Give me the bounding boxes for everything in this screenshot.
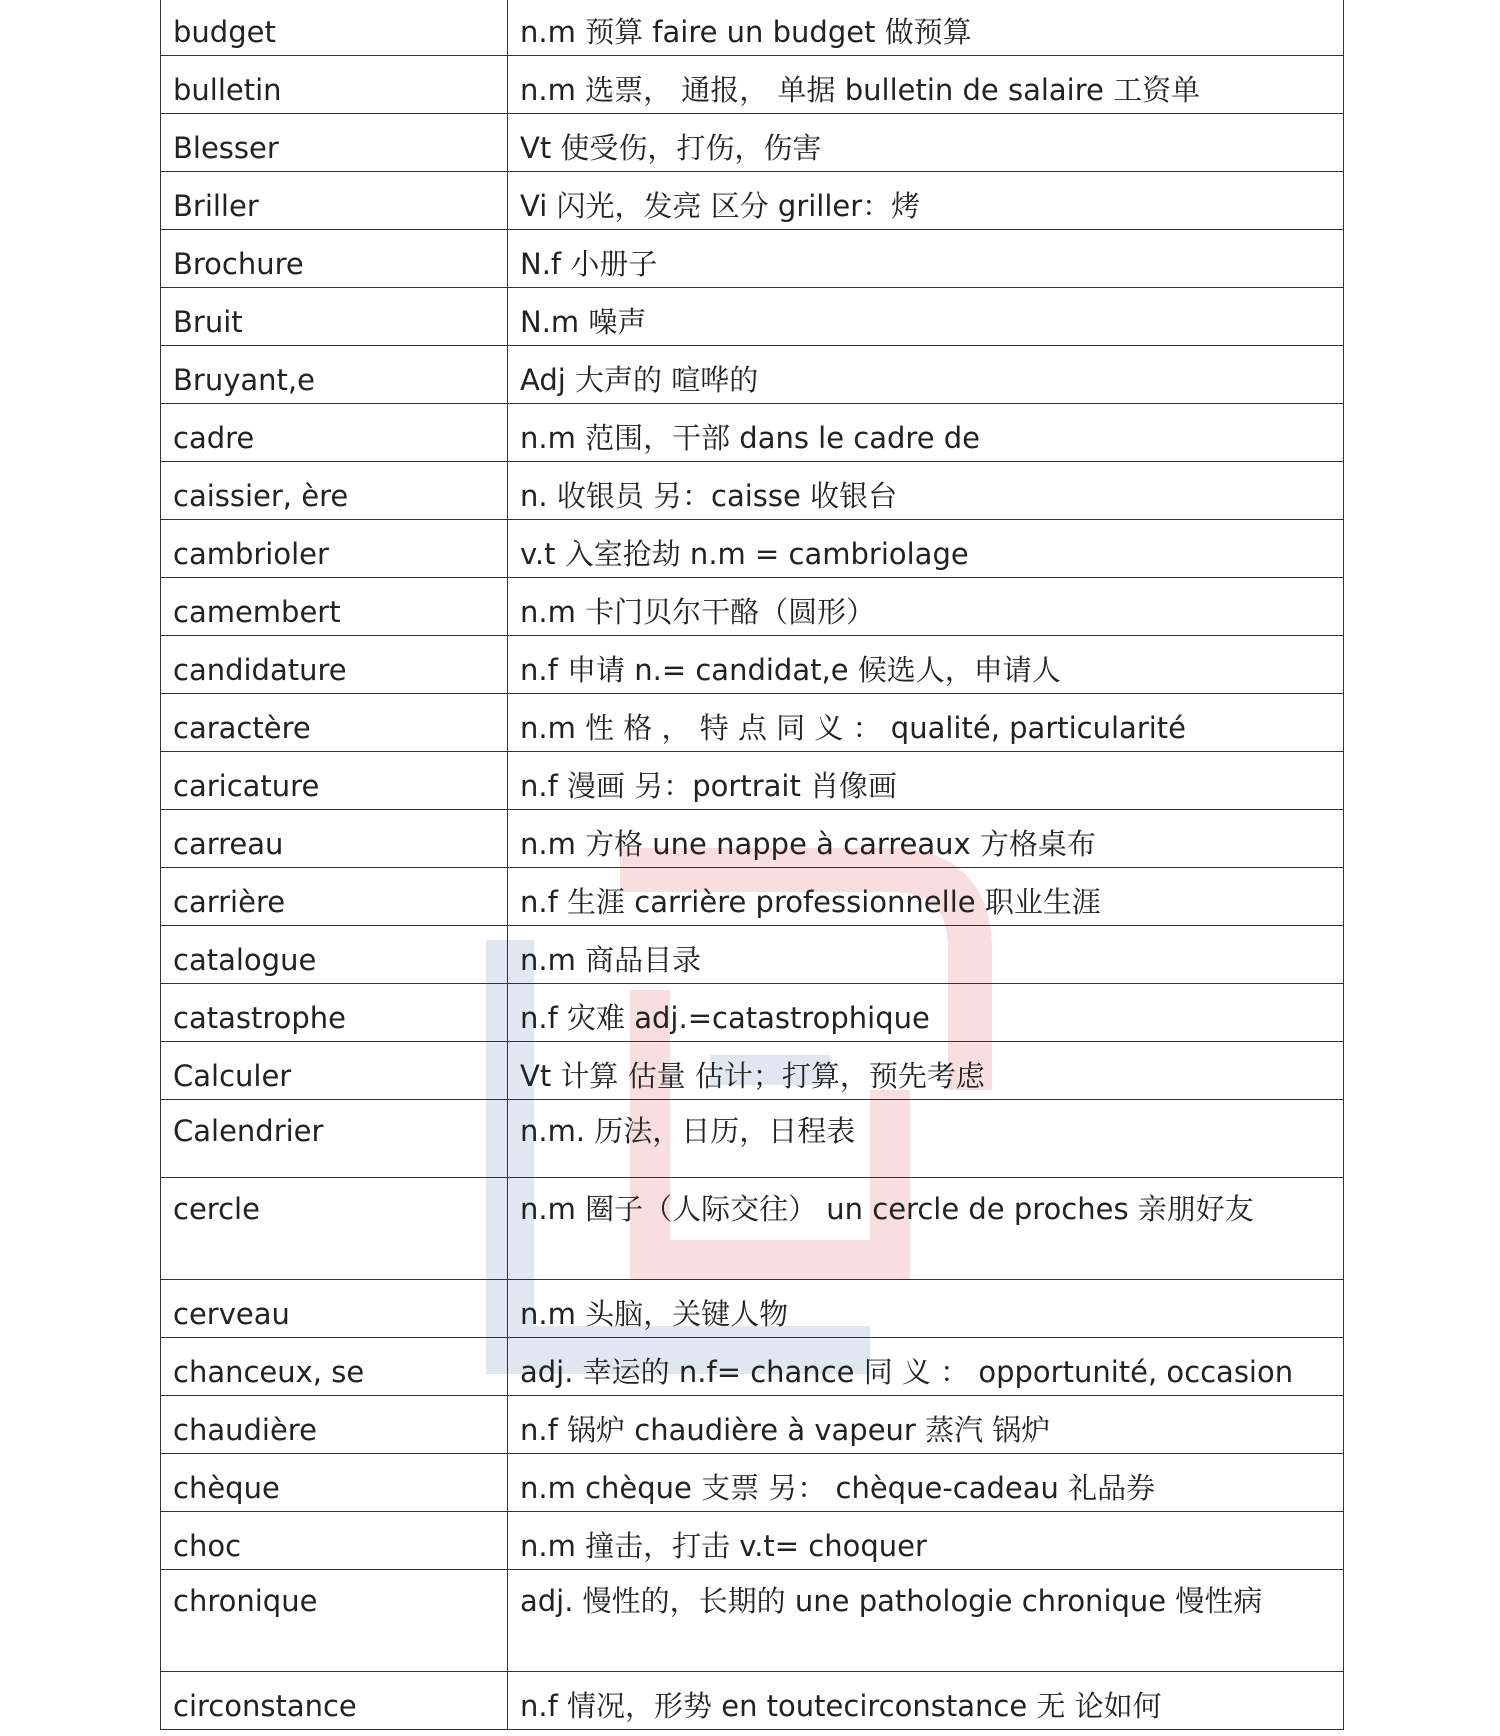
word-cell: choc <box>161 1511 508 1569</box>
word-cell: catastrophe <box>161 983 508 1041</box>
definition-cell: n.m 预算 faire un budget 做预算 <box>508 0 1344 55</box>
table-row <box>161 1395 1344 1453</box>
word-cell: chronique <box>161 1569 508 1671</box>
table-row <box>161 1569 1344 1671</box>
table-row <box>161 229 1344 287</box>
definition-cell: n.f 漫画 另：portrait 肖像画 <box>508 751 1344 809</box>
table-row <box>161 1453 1344 1511</box>
word-cell: cercle <box>161 1177 508 1279</box>
word-cell: chaudière <box>161 1395 508 1453</box>
definition-cell: Vi 闪光，发亮 区分 griller：烤 <box>508 171 1344 229</box>
table-row <box>161 403 1344 461</box>
word-cell: bulletin <box>161 55 508 113</box>
word-cell: caractère <box>161 693 508 751</box>
definition-cell: Vt 使受伤，打伤，伤害 <box>508 113 1344 171</box>
table-row <box>161 55 1344 113</box>
table-row <box>161 577 1344 635</box>
word-cell: caissier, ère <box>161 461 508 519</box>
definition-cell: n.m 性 格 ， 特 点 同 义 ： qualité, particularité <box>508 693 1344 751</box>
definition-cell: adj. 慢性的，长期的 une pathologie chronique 慢性病 <box>508 1569 1344 1671</box>
definition-cell: n. 收银员 另：caisse 收银台 <box>508 461 1344 519</box>
table-row <box>161 693 1344 751</box>
definition-cell: Vt 计算 估量 估计；打算，预先考虑 <box>508 1041 1344 1099</box>
table-row <box>161 809 1344 867</box>
word-cell: chanceux, se <box>161 1337 508 1395</box>
table-row <box>161 171 1344 229</box>
definition-cell: n.f 锅炉 chaudière à vapeur 蒸汽 锅炉 <box>508 1395 1344 1453</box>
table-row <box>161 867 1344 925</box>
word-cell: cerveau <box>161 1279 508 1337</box>
table-row <box>161 1279 1344 1337</box>
definition-cell: n.m 方格 une nappe à carreaux 方格桌布 <box>508 809 1344 867</box>
definition-cell: adj. 幸运的 n.f= chance 同 义 ： opportunité, occasion <box>508 1337 1344 1395</box>
word-cell: Briller <box>161 171 508 229</box>
word-cell: Bruyant,e <box>161 345 508 403</box>
table-row <box>161 925 1344 983</box>
word-cell: carreau <box>161 809 508 867</box>
table-row <box>161 287 1344 345</box>
table-row <box>161 983 1344 1041</box>
definition-cell: N.f 小册子 <box>508 229 1344 287</box>
word-cell: catalogue <box>161 925 508 983</box>
table-row <box>161 1099 1344 1177</box>
word-cell: chèque <box>161 1453 508 1511</box>
definition-cell: n.m 范围，干部 dans le cadre de <box>508 403 1344 461</box>
table-row <box>161 1041 1344 1099</box>
word-cell: Brochure <box>161 229 508 287</box>
word-cell: circonstance <box>161 1671 508 1729</box>
word-cell: cadre <box>161 403 508 461</box>
vocabulary-table <box>160 0 1344 1730</box>
word-cell: carrière <box>161 867 508 925</box>
definition-cell: n.m 圈子（人际交往） un cercle de proches 亲朋好友 <box>508 1177 1344 1279</box>
definition-cell: n.f 申请 n.= candidat,e 候选人，申请人 <box>508 635 1344 693</box>
word-cell: cambrioler <box>161 519 508 577</box>
table-row <box>161 751 1344 809</box>
table-row <box>161 113 1344 171</box>
definition-cell: n.f 情况，形势 en toutecirconstance 无 论如何 <box>508 1671 1344 1729</box>
table-row <box>161 635 1344 693</box>
definition-cell: n.m 选票， 通报， 单据 bulletin de salaire 工资单 <box>508 55 1344 113</box>
table-row <box>161 1671 1344 1729</box>
word-cell: budget <box>161 0 508 55</box>
word-cell: camembert <box>161 577 508 635</box>
definition-cell: v.t 入室抢劫 n.m = cambriolage <box>508 519 1344 577</box>
definition-cell: n.f 生涯 carrière professionnelle 职业生涯 <box>508 867 1344 925</box>
definition-cell: n.m chèque 支票 另： chèque-cadeau 礼品券 <box>508 1453 1344 1511</box>
table-row <box>161 1511 1344 1569</box>
table-row <box>161 345 1344 403</box>
definition-cell: N.m 噪声 <box>508 287 1344 345</box>
word-cell: Calendrier <box>161 1099 508 1177</box>
table-row <box>161 519 1344 577</box>
definition-cell: n.f 灾难 adj.=catastrophique <box>508 983 1344 1041</box>
table-row <box>161 461 1344 519</box>
table-row <box>161 1177 1344 1279</box>
word-cell: Blesser <box>161 113 508 171</box>
table-row <box>161 1337 1344 1395</box>
definition-cell: Adj 大声的 喧哗的 <box>508 345 1344 403</box>
word-cell: Calculer <box>161 1041 508 1099</box>
definition-cell: n.m. 历法，日历，日程表 <box>508 1099 1344 1177</box>
definition-cell: n.m 撞击，打击 v.t= choquer <box>508 1511 1344 1569</box>
word-cell: caricature <box>161 751 508 809</box>
definition-cell: n.m 商品目录 <box>508 925 1344 983</box>
table-row <box>161 0 1344 55</box>
definition-cell: n.m 卡门贝尔干酪（圆形） <box>508 577 1344 635</box>
word-cell: candidature <box>161 635 508 693</box>
word-cell: Bruit <box>161 287 508 345</box>
definition-cell: n.m 头脑，关键人物 <box>508 1279 1344 1337</box>
